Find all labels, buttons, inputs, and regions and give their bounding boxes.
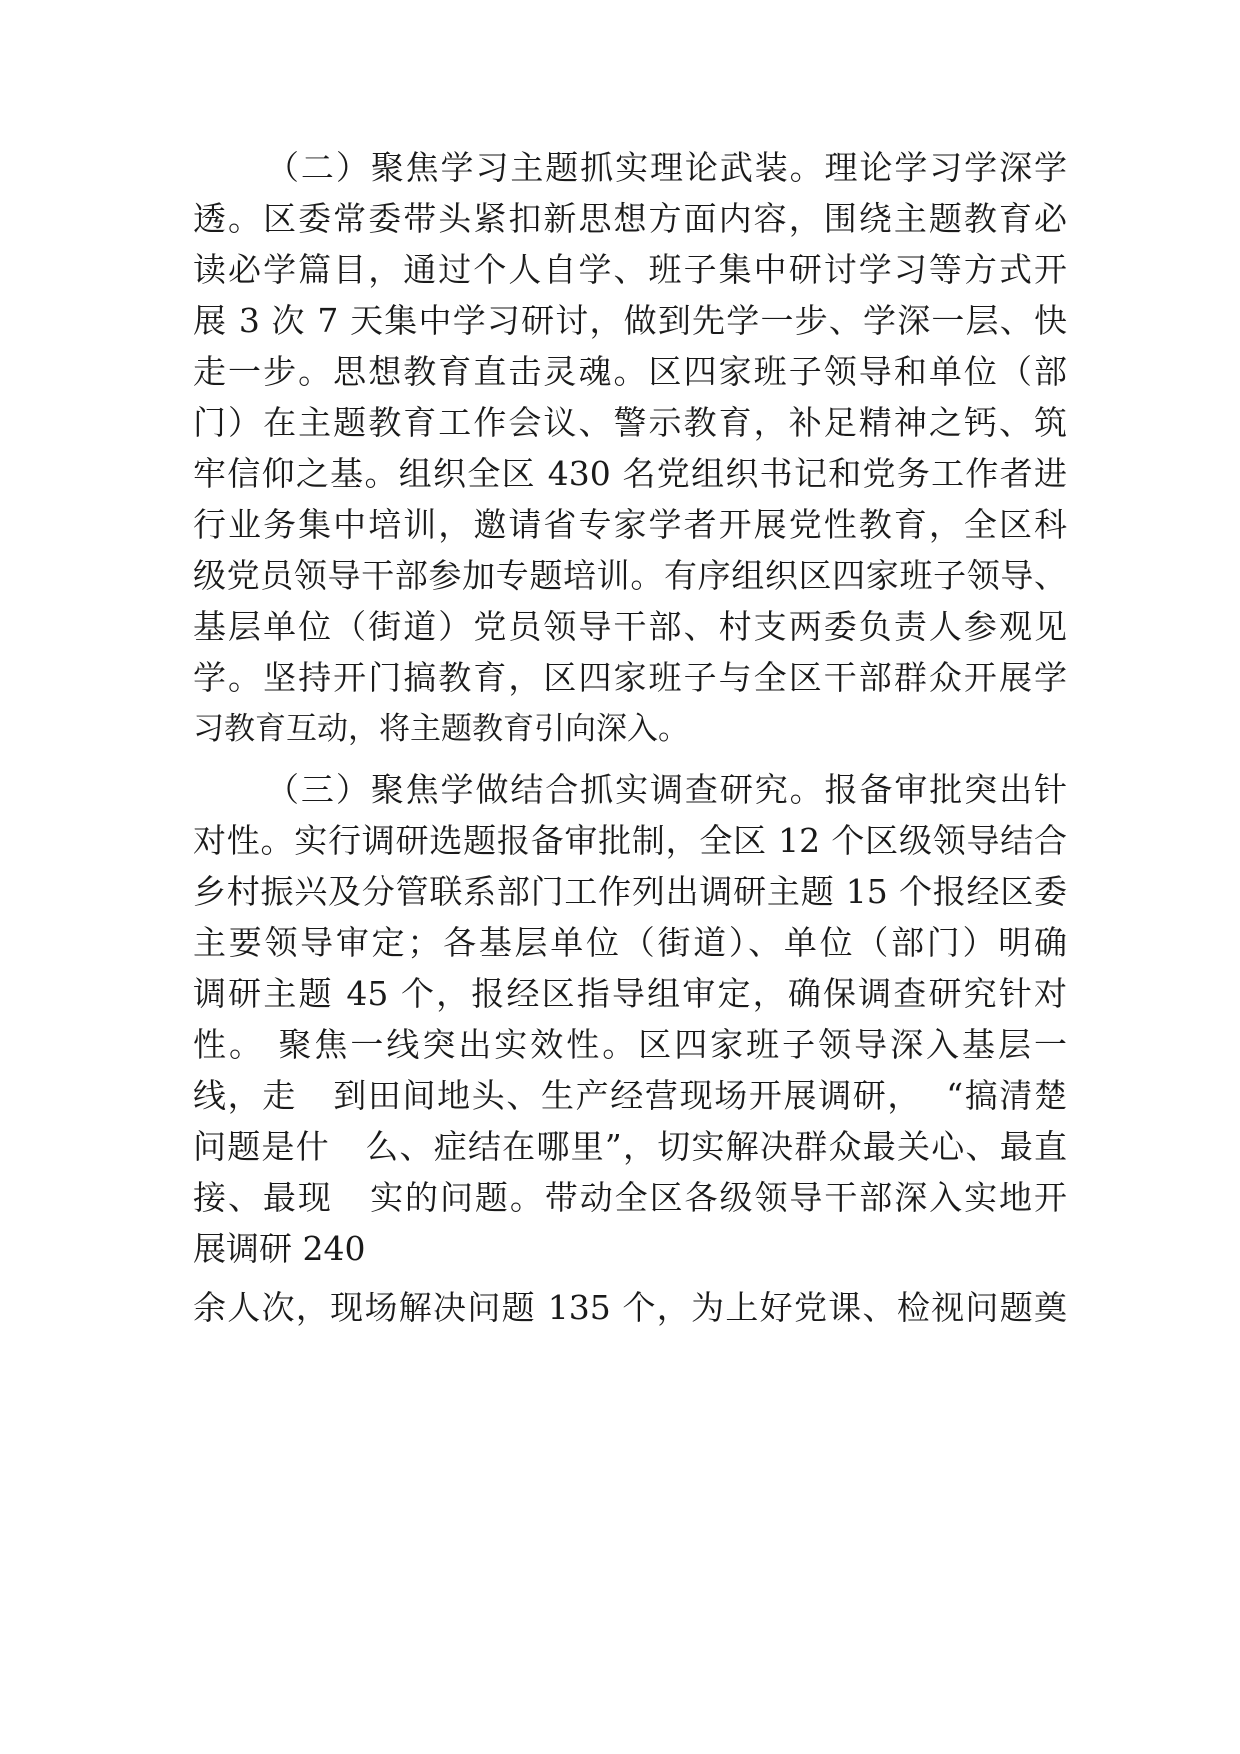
paragraph-line: 主要领导审定；各基层单位（街道）、单位（部门）明确 (193, 923, 1067, 962)
paragraph-line: 行业务集中培训，邀请省专家学者开展党性教育，全区科 (193, 505, 1067, 544)
paragraph-line: 级党员领导干部参加专题培训。有序组织区四家班子领导、 (193, 556, 1067, 595)
paragraph-line: 性。 聚焦一线突出实效性。区四家班子领导深入基层一 (193, 1025, 1067, 1064)
paragraph-line: 门）在主题教育工作会议、警示教育，补足精神之钙、筑 (193, 403, 1067, 442)
paragraph-line: 问题是什 么、症结在哪里”，切实解决群众最关心、最直 (193, 1127, 1067, 1166)
paragraph-line: （二）聚焦学习主题抓实理论武装。理论学习学深学 (266, 148, 1067, 187)
paragraph-line: 基层单位（街道）党员领导干部、村支两委负责人参观见 (193, 607, 1067, 646)
paragraph-line: 接、最现 实的问题。带动全区各级领导干部深入实地开 (193, 1178, 1067, 1217)
paragraph-line: 牢信仰之基。组织全区 430 名党组织书记和党务工作者进 (193, 454, 1067, 493)
paragraph-line: 透。区委常委带头紧扣新思想方面内容，围绕主题教育必 (193, 199, 1067, 238)
paragraph-line: 走一步。思想教育直击灵魂。区四家班子领导和单位（部 (193, 352, 1067, 391)
paragraph-line: 对性。实行调研选题报备审批制，全区 12 个区级领导结合 (193, 821, 1067, 860)
paragraph-line: 习教育互动，将主题教育引向深入。 (193, 711, 689, 747)
paragraph-line: 余人次，现场解决问题 135 个，为上好党课、检视问题奠 (193, 1288, 1067, 1327)
paragraph-line: 乡村振兴及分管联系部门工作列出调研主题 15 个报经区委 (193, 872, 1067, 911)
paragraph-line: 读必学篇目，通过个人自学、班子集中研讨学习等方式开 (193, 250, 1067, 289)
paragraph-line: （三）聚焦学做结合抓实调查研究。报备审批突出针 (266, 770, 1067, 809)
paragraph-line: 展 3 次 7 天集中学习研讨，做到先学一步、学深一层、快 (193, 301, 1067, 340)
paragraph-line: 线，走 到田间地头、生产经营现场开展调研， “搞清楚 (193, 1076, 1067, 1115)
paragraph-line: 展调研 240 (193, 1229, 366, 1268)
paragraph-line: 调研主题 45 个，报经区指导组审定，确保调查研究针对 (193, 974, 1067, 1013)
paragraph-line: 学。坚持开门搞教育，区四家班子与全区干部群众开展学 (193, 658, 1067, 697)
